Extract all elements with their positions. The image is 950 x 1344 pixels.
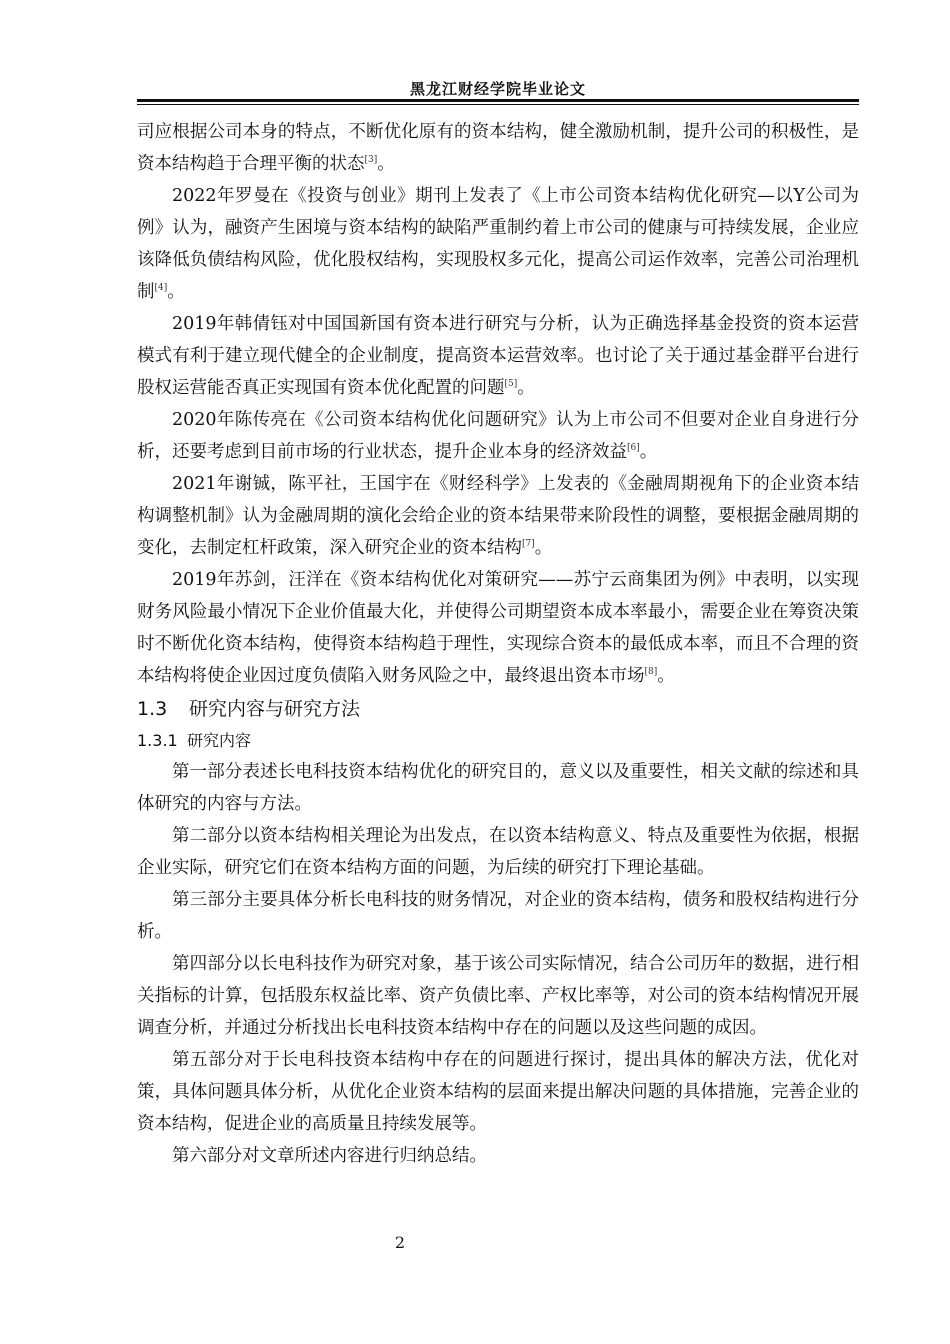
- citation-ref[interactable]: [4]: [154, 283, 168, 293]
- subsection-number: 1.3.1: [137, 731, 178, 750]
- citation-ref[interactable]: [5]: [504, 379, 518, 389]
- paragraph-hanqianyu: 2019年韩倩钰对中国国新国有资本进行研究与分析，认为正确选择基金投资的资本运营模式有利于建立现代健全的企业制度，提高资本运营效率。也讨论了关于通过基金群平台进行股权运营能否真正实现国有资本优化配置的问题[5]。: [137, 314, 859, 398]
- section-heading: [137, 692, 859, 726]
- paragraph-luoman: 2022年罗曼在《投资与创业》期刊上发表了《上市公司资本结构优化研究—以Y公司为例》认为，融资产生困境与资本结构的缺陷严重制约着上市公司的健康与可持续发展，企业应该降低负债结构风险，优化股权结构，实现股权多元化，提高公司运作效率，完善公司治理机制[4]。: [137, 186, 859, 302]
- paragraph-part-five: 第五部分对于长电科技资本结构中存在的问题进行探讨，提出具体的解决方法，优化对策，具体问题具体分析，从优化企业资本结构的层面来提出解决问题的具体措施，完善企业的资本结构，促进企业的高质量且持续发展等。: [137, 1050, 859, 1134]
- page-body: [137, 116, 859, 1172]
- citation-ref[interactable]: [6]: [627, 443, 640, 453]
- section-number: 1.3: [137, 698, 168, 720]
- page-number: 2: [394, 1233, 406, 1252]
- section-title: 研究内容与研究方法: [189, 698, 361, 720]
- citation-ref[interactable]: [8]: [644, 667, 658, 677]
- citation-ref[interactable]: [3]: [364, 155, 378, 165]
- paragraph-continuation: 司应根据公司本身的特点，不断优化原有的资本结构，健全激励机制，提升公司的积极性，是资本结构趋于合理平衡的状态[3]。: [137, 122, 859, 174]
- header-rule-thin: [137, 104, 859, 105]
- citation-ref[interactable]: [7]: [522, 539, 535, 549]
- paragraph-part-four: 第四部分以长电科技作为研究对象，基于该公司实际情况，结合公司历年的数据，进行相关指标的计算，包括股东权益比率、资产负债比率、产权比率等，对公司的资本结构情况开展调查分析，并通过分析找出长电科技资本结构中存在的问题以及这些问题的成因。: [137, 954, 859, 1038]
- header-rule-thick: [137, 99, 859, 102]
- paragraph-part-three: 第三部分主要具体分析长电科技的财务情况，对企业的资本结构，债务和股权结构进行分析。: [137, 890, 859, 942]
- running-header: 黑龙江财经学院毕业论文: [409, 80, 586, 98]
- paragraph-part-six: 第六部分对文章所述内容进行归纳总结。: [172, 1146, 487, 1166]
- paragraph-part-two: 第二部分以资本结构相关理论为出发点，在以资本结构意义、特点及重要性为依据，根据企业实际，研究它们在资本结构方面的问题，为后续的研究打下理论基础。: [137, 826, 859, 878]
- paragraph-chenchuanliang: 2020年陈传亮在《公司资本结构优化问题研究》认为上市公司不但要对企业自身进行分析，还要考虑到目前市场的行业状态，提升企业本身的经济效益[6]。: [137, 410, 859, 462]
- subsection-heading: [137, 726, 859, 756]
- paragraph-part-one: 第一部分表述长电科技资本结构优化的研究目的，意义以及重要性，相关文献的综述和具体研究的内容与方法。: [137, 762, 859, 814]
- subsection-title: 研究内容: [187, 731, 252, 750]
- paragraph-xiecheng: 2021年谢铖，陈平社，王国宇在《财经科学》上发表的《金融周期视角下的企业资本结构调整机制》认为金融周期的演化会给企业的资本结果带来阶段性的调整，要根据金融周期的变化，去制定杠杆政策，深入研究企业的资本结构[7]。: [137, 474, 859, 558]
- paragraph-sujian: 2019年苏剑，汪洋在《资本结构优化对策研究——苏宁云商集团为例》中表明，以实现财务风险最小情况下企业价值最大化，并使得公司期望资本成本率最小，需要企业在筹资决策时不断优化资本结构，使得资本结构趋于理性，实现综合资本的最低成本率，而且不合理的资本结构将使企业因过度负债陷入财务风险之中，最终退出资本市场[8]。: [137, 570, 859, 686]
